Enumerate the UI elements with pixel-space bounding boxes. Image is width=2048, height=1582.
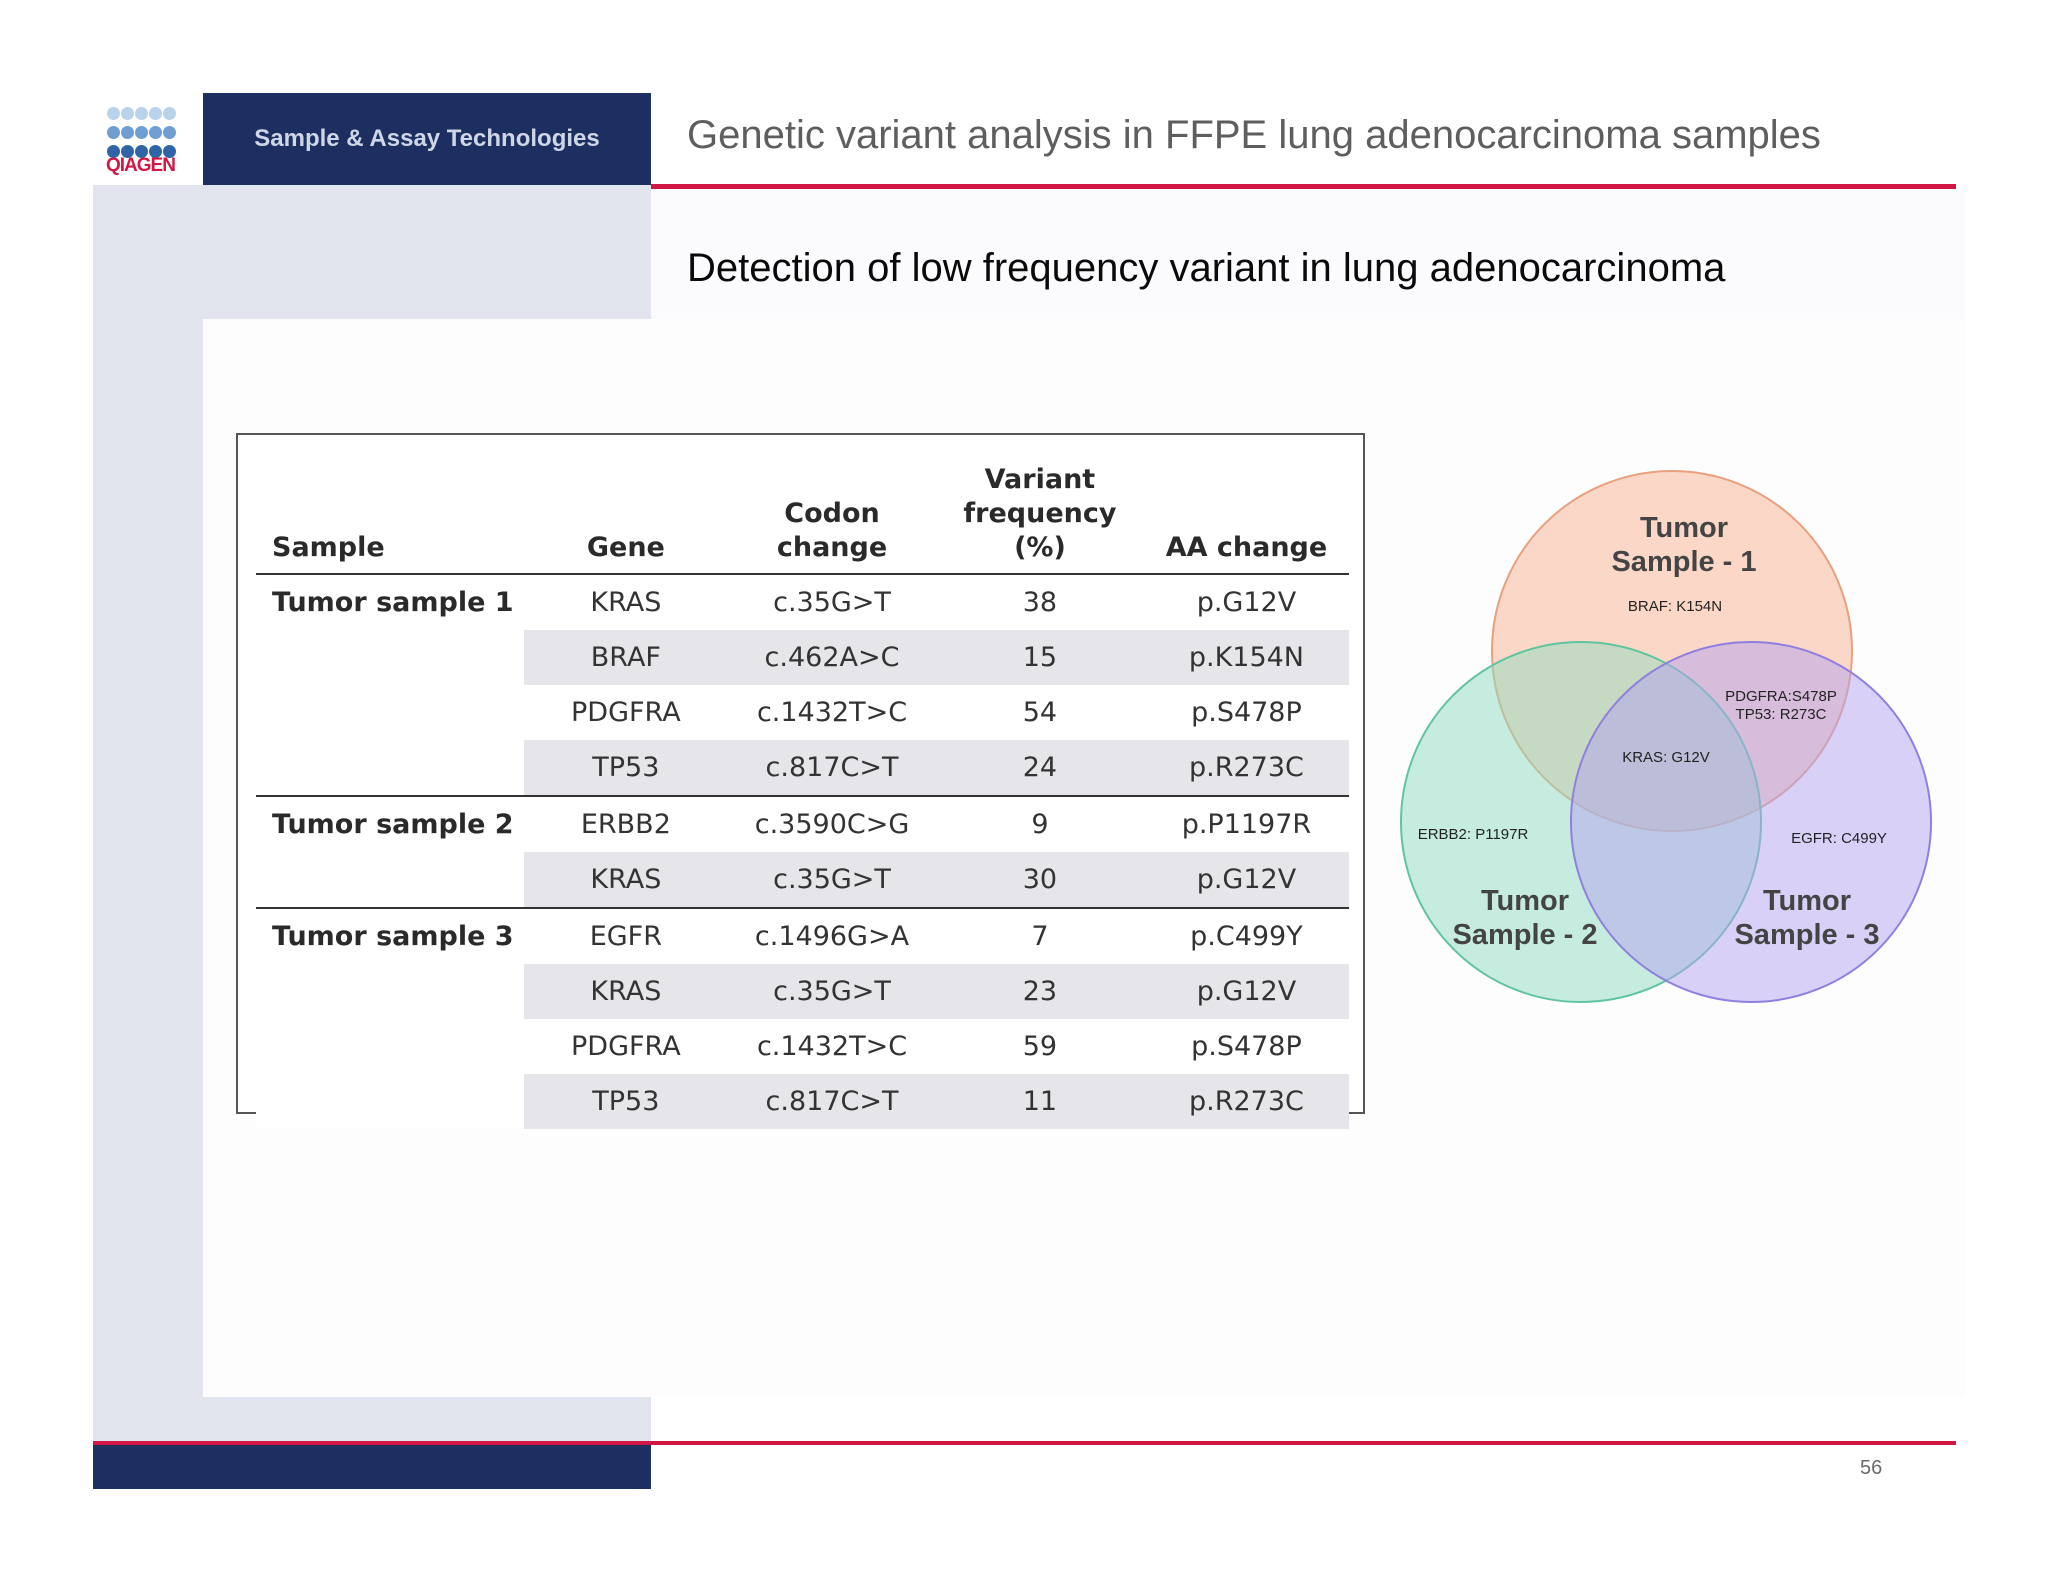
gene-cell: BRAF [524,630,728,685]
header-variant-frequency [936,463,1144,574]
aa-cell: p.R273C [1144,740,1349,796]
codon-cell: c.35G>T [728,964,936,1019]
codon-cell: c.35G>T [728,852,936,908]
page-title: Genetic variant analysis in FFPE lung adenocarcinoma samples [687,113,1821,157]
frequency-cell: 15 [936,630,1144,685]
venn-only-set-3-label: EGFR: C499Y [1791,830,1887,847]
codon-cell: c.817C>T [728,740,936,796]
sample-cell [256,630,524,685]
gene-cell: PDGFRA [571,697,681,728]
venn-set-1-title-line1: Tumor [1639,512,1729,544]
codon-cell: c.3590C>G [728,796,936,852]
codon-cell: c.1432T>C [756,1031,908,1062]
frequency-cell: 54 [1022,697,1058,728]
codon-cell: c.462A>C [728,630,936,685]
variant-table-panel [236,433,1365,1117]
aa-cell: p.G12V [1196,587,1297,618]
table-row [256,964,1349,1019]
gene-cell: EGFR [524,908,728,964]
sample-cell [256,685,524,740]
gene-cell: KRAS [590,587,662,618]
venn-set-1-3-label-line2: TP53: R273C [1735,706,1827,723]
table-row [256,1019,1349,1074]
venn-only-set-2-label: ERBB2: P1197R [1417,826,1529,843]
header-frequency-line1: Variant [984,464,1096,495]
aa-cell: p.R273C [1144,1074,1349,1129]
gene-cell: TP53 [524,740,728,796]
sample-cell [256,1074,524,1129]
header-aa-change: AA change [1144,463,1349,574]
sample-cell [256,964,524,1019]
venn-diagram [1390,455,1950,1025]
gene-cell: KRAS [524,964,728,1019]
header-gene: Gene [524,463,728,574]
table-row [256,685,1349,740]
aa-cell: p.P1197R [1144,796,1349,852]
aa-cell: p.G12V [1144,964,1349,1019]
table-row [256,740,1349,796]
table-row [256,908,1349,964]
sample-cell [256,1019,524,1074]
sample-cell: Tumor sample 1 [256,574,524,630]
venn-set-3-title-line2: Sample - 3 [1734,919,1880,951]
sample-cell [256,740,524,796]
venn-only-set-1-label: BRAF: K154N [1627,598,1723,615]
slide-subtitle: Detection of low frequency variant in lung adenocarcinoma [687,246,1726,290]
qiagen-logo [93,93,203,185]
aa-cell: p.C499Y [1144,908,1349,964]
venn-set-1-title-line2: Sample - 1 [1611,546,1757,578]
gene-cell: PDGFRA [571,1031,681,1062]
header-sample: Sample [256,463,524,574]
venn-set-2-title-line1: Tumor [1480,885,1570,917]
gene-cell: KRAS [524,852,728,908]
frequency-cell: 9 [936,796,1144,852]
frequency-cell: 38 [1022,587,1058,618]
table-row [256,852,1349,908]
frequency-cell: 24 [936,740,1144,796]
codon-cell: c.1432T>C [756,697,908,728]
table-row [256,574,1349,630]
footer-brand-block [93,1445,651,1489]
aa-cell: p.K154N [1144,630,1349,685]
frequency-cell: 11 [936,1074,1144,1129]
sample-cell: Tumor sample 2 [256,796,524,852]
frequency-cell: 30 [936,852,1144,908]
codon-cell: c.817C>T [728,1074,936,1129]
table-row [256,630,1349,685]
aa-cell: p.S478P [1191,1031,1302,1062]
frequency-cell: 7 [936,908,1144,964]
aa-cell: p.S478P [1191,697,1302,728]
header-frequency-line2: frequency (%) [963,498,1117,563]
codon-cell: c.1496G>A [728,908,936,964]
header-accent-rule [651,184,1956,189]
variant-table [256,463,1349,1129]
table-header-row [256,463,1349,574]
brand-label: Sample & Assay Technologies [203,93,651,185]
frequency-cell: 23 [936,964,1144,1019]
gene-cell: ERBB2 [524,796,728,852]
codon-cell: c.35G>T [773,587,891,618]
frequency-cell: 59 [1022,1031,1058,1062]
gene-cell: TP53 [524,1074,728,1129]
aa-cell: p.G12V [1144,852,1349,908]
venn-all-sets-label: KRAS: G12V [1622,749,1710,766]
venn-set-3-title-line1: Tumor [1762,885,1852,917]
sample-cell: Tumor sample 3 [256,908,524,964]
header-codon-change: Codon change [728,463,936,574]
logo-wordmark: QIAGEN [106,155,175,176]
sample-cell [256,852,524,908]
page-number: 56 [1860,1457,1883,1479]
venn-set-1-3-label-line1: PDGFRA:S478P [1725,688,1837,705]
table-row [256,1074,1349,1129]
venn-set-2-title-line2: Sample - 2 [1452,919,1598,951]
table-row [256,796,1349,852]
